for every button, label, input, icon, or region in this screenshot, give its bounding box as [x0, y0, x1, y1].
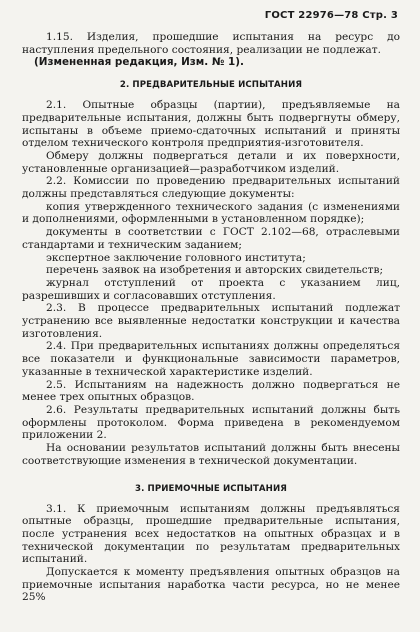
paragraph-3-1: 3.1. К приемочным испытаниям должны предъявляться опытные образцы, прошедшие предварительные испытания, после устранения всех недостатков на опытных образцах и в технической документации по результатам предварительных испытаний.: [22, 502, 400, 566]
paragraph-1-15: 1.15. Изделия, прошедшие испытания на ресурс до наступления предельного состояния, реализации не подлежат.: [22, 31, 400, 56]
paragraph-2-1-measurement: Обмеру должны подвергаться детали и их поверхности, установленные организацией—разработчиком изделий.: [22, 149, 400, 175]
document-item-expert-opinion: экспертное заключение головного института;: [46, 251, 306, 264]
section-heading-preliminary-tests: 2. ПРЕДВАРИТЕЛЬНЫЕ ИСПЫТАНИЯ: [119, 80, 303, 91]
paragraph-2-1: 2.1. Опытные образцы (партии), предъявляемые на предварительные испытания, должны быть подвергнуты обмеру, испытаны в объеме приемо-сдаточных испытаний и приняты отделом технического контроля предприятия-изготовителя.: [22, 99, 400, 150]
paragraph-2-6-results: На основании результатов испытаний должны быть внесены соответствующие изменения в технической документации.: [22, 442, 400, 467]
amendment-note: (Измененная редакция, Изм. № 1).: [34, 56, 244, 69]
paragraph-2-3: 2.3. В процессе предварительных испытаний подлежат устранению все выявленные недостатки конструкции и качества изготовления.: [22, 302, 400, 340]
paragraph-2-4: 2.4. При предварительных испытаниях должны определяться все показатели и функциональные зависимости параметров, указанные в технической характеристике изделий.: [22, 340, 400, 378]
document-item-spec-copy: копия утвержденного технического задания (с изменениями и дополнениями, оформленными в установленном порядке);: [22, 200, 400, 226]
paragraph-2-2: 2.2. Комиссии по проведению предварительных испытаний должны представляться следующие документы:: [22, 175, 400, 201]
document-item-gost-docs: документы в соответствии с ГОСТ 2.102—68, отраслевыми стандартами и техническим заданием;: [22, 226, 400, 251]
document-item-deviation-log: журнал отступлений от проекта с указанием лиц, разрешивших и согласовавших отступления.: [22, 276, 400, 302]
paragraph-2-5: 2.5. Испытаниям на надежность должно подвергаться не менее трех опытных образцов.: [22, 378, 400, 404]
running-header: ГОСТ 22976—78 Стр. 3: [264, 10, 398, 21]
section-heading-acceptance-tests: 3. ПРИЕМОЧНЫЕ ИСПЫТАНИЯ: [135, 483, 287, 494]
paragraph-3-1-resource: Допускается к моменту предъявления опытных образцов на приемочные испытания наработка части ресурса, но не менее 25%: [22, 566, 400, 604]
document-item-invention-claims: перечень заявок на изобретения и авторских свидетельств;: [46, 264, 384, 277]
section-spacer: [22, 468, 400, 478]
paragraph-2-6: 2.6. Результаты предварительных испытаний должны быть оформлены протоколом. Форма приведена в рекомендуемом приложении 2.: [22, 403, 400, 442]
